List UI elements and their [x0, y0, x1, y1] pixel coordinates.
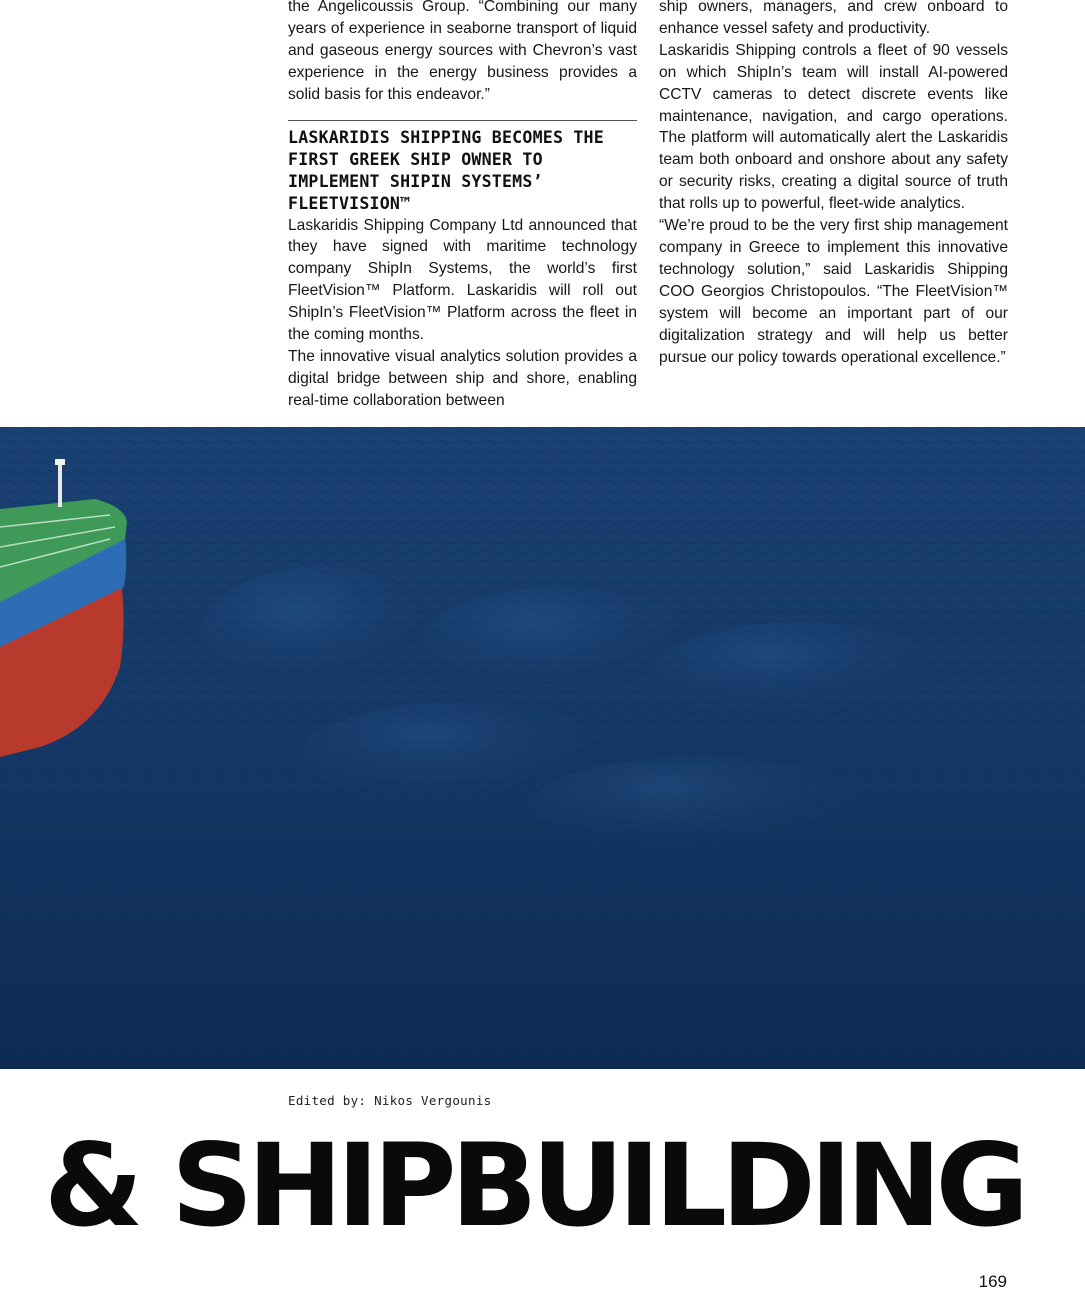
page-number: 169: [978, 1272, 1007, 1291]
quote-paragraph: “We’re proud to be the very first ship management company in Greece to implement this innovative technology solution,” said Laskaridis Shipping COO Georgios Christopoulos. “The FleetVision™ system will become an important part of our digitalization strategy and will help us better pursue our policy towards operational excellence.”: [659, 217, 1008, 366]
ship-mast-top: [55, 459, 65, 465]
intro-paragraph: the Angelicoussis Group. “Combining our many years of experience in seaborne transport of liquid and gaseous energy sources with Chevron’s vast experience in the energy business provides a solid basis for this endeavor.”: [288, 0, 637, 103]
editor-credit: Edited by: Nikos Vergounis: [288, 1093, 492, 1108]
tanker-ship-photo: [0, 427, 1085, 1069]
section-title: & SHIPBUILDING: [44, 1119, 1024, 1252]
article-column-left: [288, 0, 637, 412]
body-paragraph: The innovative visual analytics solution provides a digital bridge between ship and shore, enabling real-time collaboration between: [288, 347, 637, 409]
article-column-right: [659, 0, 1008, 368]
body-paragraph: Laskaridis Shipping controls a fleet of 90 vessels on which ShipIn’s team will install AI-powered CCTV cameras to detect discrete events like maintenance, navigation, and cargo operations. The platform will automatically alert the Laskaridis team both onboard and onshore about any safety or security risks, creating a digital source of truth that rolls up to powerful, fleet-wide analytics.: [659, 41, 1008, 213]
body-paragraph: ship owners, managers, and crew onboard to enhance vessel safety and productivity.: [659, 0, 1008, 37]
headline-divider: [288, 120, 637, 121]
article-headline: LASKARIDIS SHIPPING BECOMES THE FIRST GREEK SHIP OWNER TO IMPLEMENT SHIPIN SYSTEMS’ FLEETVISION™: [288, 127, 604, 213]
body-paragraph: Laskaridis Shipping Company Ltd announced that they have signed with maritime technology company ShipIn Systems, the world’s first FleetVision™ Platform. Laskaridis will roll out ShipIn’s FleetVision™ Platform across the fleet in the coming months.: [288, 216, 637, 344]
ship-mast: [58, 459, 62, 507]
